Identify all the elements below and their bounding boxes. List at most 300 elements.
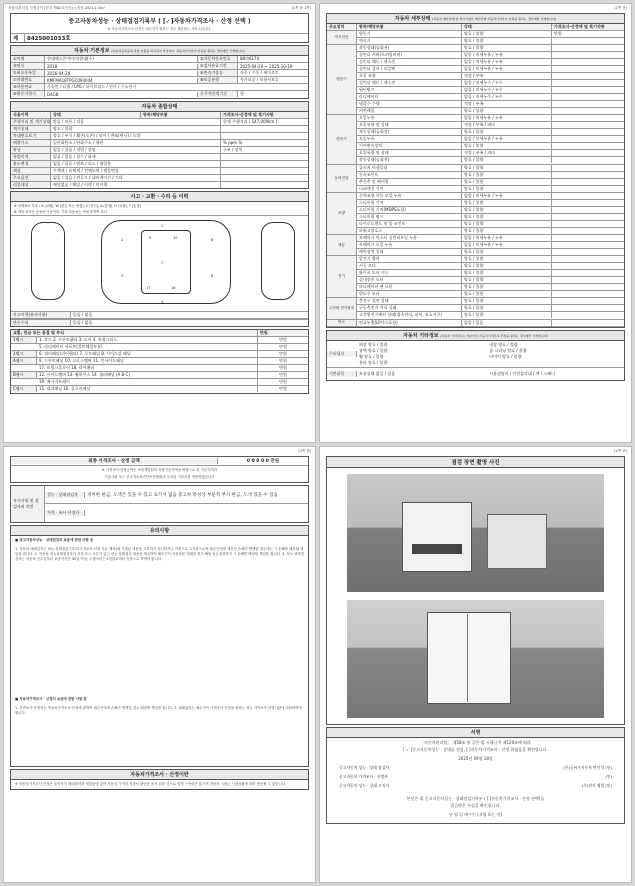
basic-value: 2016-04-20 xyxy=(45,71,198,76)
footer-title: 자동차가격조사 · 산정이란 xyxy=(11,770,308,780)
detail-status: 양호 / 불량 xyxy=(462,200,552,206)
detail-row xyxy=(357,108,624,114)
status-row xyxy=(11,168,308,175)
detail-items xyxy=(357,31,624,44)
basic-info-title: 자동차 기본정보 (자동차등록증과 차량 실물을 비교하여 작성하며, 자동차가격조사·산정을 원하는 경우에만 기재합니다) xyxy=(11,46,308,56)
basic-label: ③연식 xyxy=(11,63,45,69)
form-subtitle: ※ 자동차가격조사·산정은 매수인이 원하는 경우 제공하는 서비스입니다. xyxy=(107,27,212,31)
sign-row xyxy=(339,781,612,790)
detail-col-header: 주요장치 xyxy=(327,24,357,30)
status-detail: 구조 / 장치 xyxy=(223,146,243,152)
detail-status: 없음 / 미세누유 / 누유 xyxy=(462,235,552,241)
others-item: 내장 양호 / 불량 xyxy=(489,341,518,347)
detail-item: 추진축 및 베어링 xyxy=(357,179,462,185)
status-table xyxy=(11,119,308,189)
detail-row xyxy=(357,52,624,59)
detail-table-header xyxy=(327,24,624,31)
others-row xyxy=(327,368,624,380)
detail-group xyxy=(327,320,624,327)
detail-status: 적정 / 부족 / 과다 xyxy=(462,122,552,128)
detail-item: 발전기 출력 xyxy=(357,256,462,262)
detail-status: 양호 / 불량 xyxy=(462,186,552,192)
detail-status: 양호 / 불량 xyxy=(462,179,552,185)
detail-item: 파워고압호스 xyxy=(357,228,462,234)
page-count: (2쪽 중) xyxy=(614,6,627,10)
detail-group-name: 연료 xyxy=(327,320,357,326)
frame-rank: C랭크 xyxy=(11,386,37,392)
detail-row xyxy=(357,249,624,255)
status-value: 양호 / 불량 xyxy=(51,126,221,132)
page-3-header xyxy=(4,447,315,456)
part-number: 18 xyxy=(171,286,176,290)
detail-row xyxy=(357,38,624,44)
detail-row xyxy=(357,214,624,221)
detail-item: 오일 유량 xyxy=(357,73,462,79)
detail-item: 실린더 블록 / 오일팬 xyxy=(357,66,462,72)
detail-status: 없음 / 미세누유 / 누유 xyxy=(462,115,552,121)
detail-item: 연료누출(LP가스포함) xyxy=(357,320,462,326)
detail-table xyxy=(327,31,624,327)
detail-row xyxy=(357,45,624,52)
others-item: 룸 크리닝 양호 / 불량 xyxy=(489,347,527,353)
detail-item: 동력조향 작동 오일 누유 xyxy=(357,193,462,199)
detail-group xyxy=(327,235,624,256)
detail-status: 양호 / 불량 xyxy=(462,165,552,171)
detail-status: 양호 / 불량 xyxy=(462,172,552,178)
detail-item: 스티어링 기어(MDPS포함) xyxy=(357,207,462,213)
sign-name: (주)글씨우자동차 반인석 (인) xyxy=(563,764,612,770)
detail-row xyxy=(357,122,624,129)
status-value: 없음 / 있음 / 썬루프 / 네비게이션 / 기타 xyxy=(51,175,221,181)
basic-value: 자가보증 / 보험사보증 xyxy=(240,77,279,82)
status-label: 계기상태 xyxy=(11,126,51,132)
accident-summary xyxy=(11,311,308,326)
part-number: 6 xyxy=(211,238,214,242)
status-col-header: 사용이력 xyxy=(11,112,51,118)
basic-value: D4GB xyxy=(45,92,198,97)
detail-row xyxy=(357,31,624,38)
detail-status: 양호 / 불량 xyxy=(462,263,552,269)
status-row xyxy=(11,175,308,182)
detail-status: 양호 / 불량 xyxy=(462,108,552,114)
basic-info-table xyxy=(11,56,308,98)
detail-item: 오일유량 및 상태 xyxy=(357,150,462,156)
detail-group-name: 원동기 xyxy=(327,45,357,114)
detail-status: 양호 / 불량 xyxy=(462,298,552,304)
special-role: 성능 · 상태점검자 xyxy=(45,492,85,498)
basic-label: ⑪가격산정기준 xyxy=(198,91,238,97)
detail-row xyxy=(357,101,624,108)
basic-row xyxy=(11,84,308,91)
detail-row xyxy=(357,270,624,277)
detail-status: 없음 / 미세누수 / 누수 xyxy=(462,87,552,93)
detail-row xyxy=(357,200,624,207)
basic-row xyxy=(11,77,308,84)
detail-item: 오일유량 및 상태 xyxy=(357,122,462,128)
frame-row xyxy=(11,379,308,386)
detail-item: 구동축전지 격리 상태 xyxy=(357,305,462,311)
detail-row xyxy=(357,115,624,122)
frame-parts: 5. 라디에이터 서포트(볼트체결부품) xyxy=(37,344,258,350)
detail-row xyxy=(357,284,624,291)
basic-value: 현대에스온마이티/현대(주) xyxy=(45,56,198,62)
special-role: 가격 · 조사 산정자 xyxy=(45,510,85,516)
detail-row xyxy=(357,80,624,87)
frame-row xyxy=(11,358,308,365)
final-price-title: 최종 가격조사 · 산정 금액 xyxy=(11,458,218,464)
detail-items xyxy=(357,193,624,234)
detail-group xyxy=(327,193,624,235)
detail-items xyxy=(357,235,624,255)
detail-row xyxy=(357,94,624,101)
accident-title: 사고 · 교환 · 수리 등 이력 xyxy=(11,192,308,202)
truck-front-icon xyxy=(402,502,472,572)
detail-status: 없음 / 미세누유 / 누유 xyxy=(462,59,552,65)
basic-row xyxy=(11,70,308,77)
detail-group xyxy=(327,256,624,298)
status-value: 무채색 / 유채색 / 전체도색 / 색상변경 xyxy=(51,168,221,174)
detail-col-header: 상태 xyxy=(462,24,552,30)
detail-item: 브레이크 마스터 실린더오일 누유 xyxy=(357,235,462,241)
footer-text: ※ 자동차가격조사·산정은 소비자가 매매계약을 체결함에 있어 자동차 가격의 적정성 판단을 돕기 위한 것으로 법적 구속력은 없으며 자동차 시세는 시장상황에 따라 변동될 수 있습니다. xyxy=(15,782,287,786)
detail-status: 없음 / 있음 xyxy=(462,320,552,326)
status-value: 일산화탄소 / 탄화수소 / 매연 xyxy=(51,140,221,146)
detail-item: 워터펌프 xyxy=(357,87,462,93)
detail-status: 적정 / 부족 xyxy=(462,101,552,107)
detail-status: 양호 / 불량 xyxy=(462,305,552,311)
sign-role: 중고자동차 성능 · 상태 점검자 xyxy=(339,764,390,770)
detail-group xyxy=(327,115,624,164)
notice-text: 1. 자동차 매매업자는 성능·상태점검기록부(가격조사·산정 부분 제외)에 기재된 내용을 고지하지 아니하거나 거짓으로 고지함으로써 매수인에게 재산상 손해가 발생한 경우에는 그 손해를 배상할 책임을 집니다. 2. 자동차 성능상태점검자가 거짓 또는 오류가 있는 성능·상태점검 내용을 제공하여 매수인이 자동차를 거래한 경우 해당 성능점검자가 그 손해를 배상할 책임을 집니다. 3. 성능·상태점검자는 자동차 인도일부터 보증기간은 30일 이상, 주행거리는 2천킬로미터 이상으로 하여야 합니다. xyxy=(15,547,304,561)
status-value: 없음 / 있음 / 렌트 / 리스 / 영업용 xyxy=(51,161,221,167)
frame-parts: 1. 후드 2. 프론트휀더 3. 도어 4. 트렁크리드 xyxy=(37,337,258,343)
photo-title: 점검 장면 촬영 사진 xyxy=(327,457,624,468)
final-price-value: 0 0 0 0 0 만원 xyxy=(246,459,280,464)
frame-rank: A랭크 xyxy=(11,358,37,364)
basic-label: ①차명 xyxy=(11,56,45,62)
status-table-header xyxy=(11,112,308,119)
sign-name: (인) xyxy=(605,773,612,779)
detail-status: 양호 / 불량 xyxy=(462,249,552,255)
status-label: 용도변경 xyxy=(11,161,51,167)
notice-title: 유의사항 xyxy=(11,526,308,536)
detail-row xyxy=(357,228,624,234)
accident-summary-value: 있음 / 없음 xyxy=(73,320,93,325)
price-note-2: 기술사회 또는 한국자동차진단보증협회에 등록된 기준서를 적용하였습니다 xyxy=(104,475,215,479)
reg-label: 제 xyxy=(11,34,25,42)
page-1 xyxy=(3,3,316,443)
status-row xyxy=(11,182,308,189)
sign-law: 「자동차관리법」 제58조 및 같은 법 시행규칙 제120조에 따라 xyxy=(420,740,531,745)
sign-table xyxy=(327,763,624,790)
detail-item: 고전원전기배선 상태(접속단자, 피복, 보호기구) xyxy=(357,312,462,318)
detail-item: 오일누유 xyxy=(357,136,462,142)
others-table xyxy=(327,341,624,380)
detail-group xyxy=(327,165,624,193)
detail-price: 만원 xyxy=(554,31,562,36)
detail-group-name: 전기 xyxy=(327,256,357,297)
detail-item: 실린더 헤드 / 개스킷 xyxy=(357,59,462,65)
sign-date: 2025년 09월 18일 xyxy=(458,756,493,761)
detail-item: 클러치 어셈블리 xyxy=(357,165,462,171)
rear-photo xyxy=(347,600,604,718)
detail-status: 양호 / 불량 xyxy=(462,221,552,227)
basic-label: ②자동차등록번호 xyxy=(198,56,238,62)
detail-item: 오일누유 xyxy=(357,115,462,121)
others-items xyxy=(357,341,624,367)
basic-value: 자동 / 수동 / 세미오토 xyxy=(240,70,279,75)
others-items xyxy=(357,370,624,378)
frame-price: 만원 xyxy=(279,379,287,384)
detail-row xyxy=(357,143,624,150)
detail-col-header: 항목/해당부품 xyxy=(357,24,462,30)
special-row xyxy=(45,504,308,522)
accident-summary-label: 단순수리 xyxy=(11,320,71,326)
detail-status: 없음 / 미세누수 / 누수 xyxy=(462,80,552,86)
detail-row xyxy=(357,320,624,326)
detail-item: 배력장치 상태 xyxy=(357,249,462,255)
detail-item: 기어변속장치 xyxy=(357,143,462,149)
accident-summary-row xyxy=(11,311,308,319)
frame-parts: 6. 쿼터패널(리어휀더) 7. 루프패널 8. 사이드실 패널 xyxy=(37,351,258,357)
part-number: 9 xyxy=(149,236,152,240)
detail-item: 작동상태(공회전) xyxy=(357,129,462,135)
status-label: 특별이력 xyxy=(11,154,51,160)
frame-row xyxy=(11,351,308,358)
detail-status: 양호 / 불량 xyxy=(462,270,552,276)
sign-row xyxy=(339,763,612,772)
detail-row xyxy=(357,312,624,318)
detail-item: 실린더 헤드 / 개스킷 xyxy=(357,80,462,86)
detail-group xyxy=(327,31,624,45)
detail-row xyxy=(357,207,624,214)
basic-value: 88마6174 xyxy=(240,56,260,61)
part-number: 4 xyxy=(161,300,164,304)
part-number: 7 xyxy=(161,261,164,265)
basic-row xyxy=(11,63,308,70)
special-row xyxy=(45,486,308,504)
page-3 xyxy=(3,446,316,883)
frame-price: 만원 xyxy=(279,337,287,342)
detail-item: 실린더 커버(로커암커버) xyxy=(357,52,462,58)
detail-items xyxy=(357,115,624,163)
detail-group xyxy=(327,45,624,115)
detail-group-name: 자기진단 xyxy=(327,31,357,44)
detail-status: 양호 / 불량 xyxy=(462,228,552,234)
frame-rank: 1랭크 xyxy=(11,337,37,343)
detail-status: 양호 / 불량 xyxy=(462,312,552,318)
accident-summary-label: 사고이력(유의사항) xyxy=(11,312,71,318)
sign-confirm: 본인은 위 중고자동차성능 · 상태점검기록부 ( [ ]자동차가격조사 · 산정 선택)를 xyxy=(406,796,545,801)
status-col-header: 가격조사·산정액 및 특기사항 xyxy=(223,111,274,117)
detail-status: 양호 / 불량 xyxy=(462,291,552,297)
basic-row xyxy=(11,56,308,63)
car-diagram xyxy=(11,215,308,311)
special-label: 특기사항 및 점검자의 의견 xyxy=(11,486,45,522)
detail-row xyxy=(357,242,624,249)
detail-title: 자동차 세부상태 (자동차 세부상태 및 특기사항은 매수인의 자동차가격조사·산정을 원하는 경우에만 기재합니다) xyxy=(327,14,624,24)
page-count: (4쪽 중) xyxy=(614,449,627,453)
basic-value: 가솔린 / 디젤 / LPG / 하이브리드 / 전기 / 수소전기 xyxy=(47,84,137,89)
detail-items xyxy=(357,45,624,114)
sign-row xyxy=(339,772,612,781)
detail-status: 양호 / 불량 xyxy=(462,256,552,262)
status-row xyxy=(11,119,308,126)
form-reference: 자동차관리법 시행규칙 [별지 제82호서식] <개정 2021.1.18> xyxy=(8,6,106,10)
basic-label: ⑤최초등록일 xyxy=(11,70,45,76)
detail-status: 양호 / 불량 xyxy=(462,284,552,290)
detail-status: 없음 / 미세누유 / 누유 xyxy=(462,242,552,248)
status-row xyxy=(11,154,308,161)
frame-price: 만원 xyxy=(279,386,287,392)
detail-status: 양호 / 불량 xyxy=(462,277,552,283)
accident-note-2: ※ 하단 항목은 승용차 기준이며, 기타 자동차는 이에 준하여 표시 xyxy=(14,210,107,214)
frame-title: 교환, 판금 또는 용접 및 부식 xyxy=(11,330,258,336)
detail-status: 양호 / 불량 xyxy=(462,45,552,51)
status-label: 배출가스 xyxy=(11,140,51,146)
detail-row xyxy=(357,157,624,163)
detail-row xyxy=(357,305,624,312)
detail-row xyxy=(357,256,624,263)
detail-status: 양호 / 불량 xyxy=(462,207,552,213)
frame-row xyxy=(11,372,308,379)
status-detail: % ppm % xyxy=(223,140,243,145)
page-count: (1쪽 중 1쪽) xyxy=(291,6,311,10)
status-label: 차대번호표기 xyxy=(11,133,51,139)
detail-row xyxy=(357,263,624,270)
detail-row xyxy=(357,87,624,94)
detail-status: 없음 / 미세누수 / 누수 xyxy=(462,94,552,100)
frame-parts: 12. 사이드멤버 13. 휠하우스 14. 필러패널 (A B C) xyxy=(37,372,258,378)
detail-row xyxy=(357,179,624,186)
frame-price: 만원 xyxy=(279,358,287,363)
status-label: 리콜대상 xyxy=(11,182,51,188)
status-title: 자동차 종합상태 xyxy=(11,102,308,112)
part-number: 17 xyxy=(146,286,151,290)
basic-value: KMFMA18TPGC093044 xyxy=(45,78,198,83)
front-photo xyxy=(347,474,604,592)
frame-row xyxy=(11,337,308,344)
status-row xyxy=(11,133,308,140)
reg-number: 8425001033호 xyxy=(27,36,71,42)
status-value: 해당없음 / 해당 / 이행 / 미이행 xyxy=(51,182,221,188)
detail-row xyxy=(357,235,624,242)
frame-parts: 19. 패키지트레이 xyxy=(37,379,258,385)
status-value: 많음 / 보통 / 적음 xyxy=(51,119,221,125)
frame-price: 만원 xyxy=(279,365,287,370)
frame-row xyxy=(11,386,308,393)
detail-row xyxy=(357,136,624,143)
detail-row xyxy=(357,221,624,228)
detail-row xyxy=(357,277,624,284)
detail-row xyxy=(357,298,624,305)
page-1-header xyxy=(4,4,315,13)
status-col-header: 상태 xyxy=(51,112,141,118)
others-row xyxy=(327,341,624,368)
status-value: 양호 / 부식 / 훼손(오손) / 상이 / 변조(변타) / 도말 xyxy=(51,133,221,139)
special-text: 경미한 판금, 도색은 있을 수 있고 표기서 없음 중고차 특성상 부분적 부식 판금, 도색 있을 수 있음 xyxy=(87,492,278,498)
page-count: (3쪽 중) xyxy=(298,449,311,453)
detail-item: 실내송풍 모터 xyxy=(357,277,462,283)
status-value: 없음 / 있음 / 적법 / 불법 xyxy=(51,147,221,153)
detail-status: 양호 / 불량 xyxy=(462,157,552,163)
sign-confirm-2: 발급받은 사실을 확인합니다. xyxy=(450,803,501,808)
detail-item: 타이로드엔드 및 볼 조인트 xyxy=(357,221,462,227)
detail-status: 양호 / 불량 xyxy=(462,143,552,149)
detail-items xyxy=(357,165,624,192)
frame-price: 만원 xyxy=(279,351,287,356)
basic-label: ④검사유효기간 xyxy=(198,63,238,69)
part-number: 1 xyxy=(161,224,164,228)
detail-item: 냉각수 수량 xyxy=(357,101,462,107)
status-row xyxy=(11,126,308,133)
detail-status: 적정 / 부족 / 과다 xyxy=(462,150,552,156)
car-left-view xyxy=(31,222,65,300)
page-4-header xyxy=(320,447,631,456)
detail-item: 작동상태(공회전) xyxy=(357,157,462,163)
part-number: 10 xyxy=(173,236,178,240)
basic-value: 2018 xyxy=(45,64,198,69)
sign-title: 서명 xyxy=(327,728,624,738)
page-2-header xyxy=(320,4,631,13)
truck-grille-icon xyxy=(412,544,462,554)
others-item: 외장 양호 / 불량 xyxy=(359,341,388,347)
basic-value: 원 xyxy=(240,91,244,97)
detail-item: 원동기 xyxy=(357,31,462,37)
others-title: 자동차 기타정보 (자동차 기타정보는 매수인이 자동차가격조사·산정을 원하는 경우에만 기재합니다) xyxy=(327,331,624,341)
detail-item: 디퍼렌셜 기어 xyxy=(357,186,462,192)
others-item: 광택 양호 / 불량 xyxy=(359,347,388,353)
detail-item: 스티어링 기어 xyxy=(357,200,462,206)
detail-status: 없음 / 미세누유 / 누유 xyxy=(462,136,552,142)
detail-status: 양호 / 불량 xyxy=(462,31,552,37)
frame-parts: 15. 대쉬패널 16. 플로어패널 xyxy=(37,386,258,392)
detail-status: 없음 / 미세누유 / 누유 xyxy=(462,193,552,199)
detail-row xyxy=(357,66,624,73)
notice-subtitle-2: ■ 자동차가격조사 · 산정의 보증에 관한 사항 등 xyxy=(15,697,87,701)
detail-row xyxy=(357,150,624,157)
basic-value: 2025-04-20 ~ 2025-10-19 xyxy=(240,63,293,69)
detail-status: 적정 / 부족 xyxy=(462,73,552,79)
accident-note: ※ 상태표시 부호 : X (교환), W (판금 또는 용접), C (부식), A (흠집), U (요철), T (손상) xyxy=(14,204,141,208)
page-2 xyxy=(319,3,632,443)
detail-row xyxy=(357,73,624,80)
basic-label: ⑥변속기종류 xyxy=(198,70,238,76)
frame-row xyxy=(11,344,308,351)
status-label: 튜닝 xyxy=(11,147,51,153)
detail-item: 충전구 절연 상태 xyxy=(357,298,462,304)
status-col-header: 항목/해당부품 xyxy=(141,112,221,118)
frame-table xyxy=(11,337,308,393)
detail-item: 와이퍼 모터 기능 xyxy=(357,270,462,276)
detail-item: 작동상태(공회전) xyxy=(357,45,462,51)
detail-item: 등속조인트 xyxy=(357,172,462,178)
detail-row xyxy=(357,59,624,66)
others-item: 휠 양호 / 불량 xyxy=(359,353,384,359)
detail-items xyxy=(357,298,624,318)
sign-role: 중고자동차 가격조사 · 산정자 xyxy=(339,773,388,779)
others-item: 타이어 양호 / 불량 xyxy=(489,353,522,359)
detail-row xyxy=(357,165,624,172)
others-item: 사용설명서 / 안전삼각대 / 잭 / 스패너 xyxy=(489,370,556,376)
status-row xyxy=(11,161,308,168)
detail-status: 양호 / 불량 xyxy=(462,129,552,135)
sign-buyer: 년 월 일 매수인 (서명 또는 인) xyxy=(448,812,503,817)
detail-status: 양호 / 불량 xyxy=(462,38,552,44)
detail-row xyxy=(357,291,624,297)
detail-item: 라디에이터 xyxy=(357,94,462,100)
status-label: 색상 xyxy=(11,168,51,174)
